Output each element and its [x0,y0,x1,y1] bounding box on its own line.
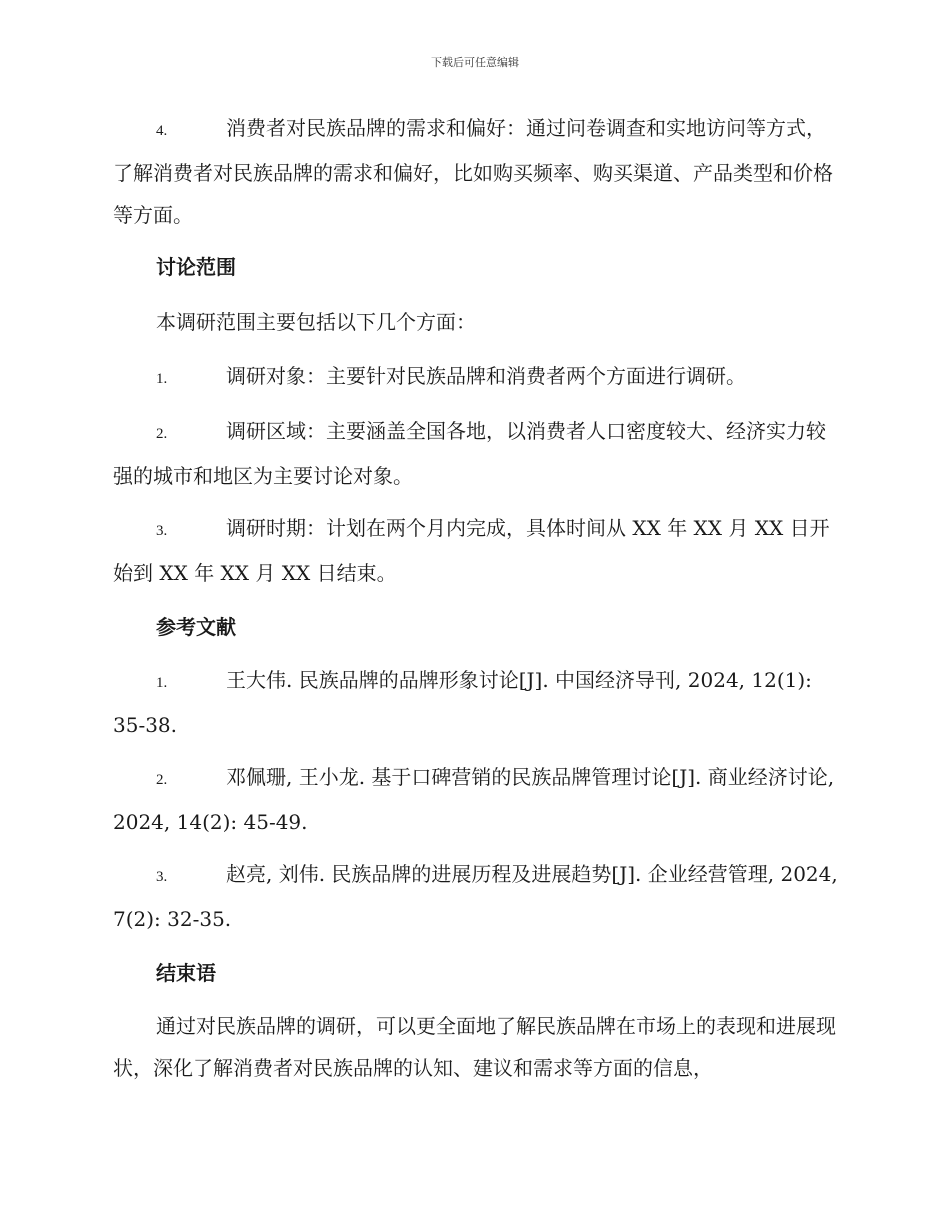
page-header: 下载后可任意编辑 [431,56,519,69]
paragraph-text: 消费者对民族品牌的需求和偏好：通过问卷调查和实地访问等方式，了解消费者对民族品牌的需求和偏好，比如购买频率、购买渠道、产品类型和价格等方面。 [113,116,833,227]
reference-text: 邓佩珊, 王小龙. 基于口碑营销的民族品牌管理讨论[J]. 商业经济讨论, 2024, 14(2): 45-49. [113,765,835,834]
list-number: 3. [156,869,168,885]
list-item [113,410,838,497]
reference-item [113,756,838,843]
list-number: 1. [156,371,168,387]
list-item [113,355,838,400]
section-heading-conclusion: 结束语 [156,961,216,985]
list-item-text: 调研时期：计划在两个月内完成，具体时间从 XX 年 XX 月 XX 日开始到 XX 年 XX 月 XX 日结束。 [113,516,830,585]
list-item-text: 调研区域：主要涵盖全国各地，以消费者人口密度较大、经济实力较强的城市和地区为主要讨论对象。 [113,419,826,488]
list-number: 4. [156,123,168,139]
list-number: 2. [156,772,168,788]
reference-text: 赵亮, 刘伟. 民族品牌的进展历程及进展趋势[J]. 企业经营管理, 2024, 7(2): 32-35. [113,862,838,931]
list-number: 2. [156,426,168,442]
reference-text: 王大伟. 民族品牌的品牌形象讨论[J]. 中国经济导刊, 2024, 12(1): 35-38. [113,668,812,737]
reference-item [113,853,838,940]
scope-intro: 本调研范围主要包括以下几个方面： [156,310,476,334]
section-heading-scope: 讨论范围 [156,255,236,279]
list-item [113,507,838,594]
reference-item [113,659,838,746]
conclusion-paragraph: 通过对民族品牌的调研，可以更全面地了解民族品牌在市场上的表现和进展现状，深化了解消费者对民族品牌的认知、建议和需求等方面的信息， [113,1014,836,1080]
consumer-paragraph [113,107,838,236]
list-number: 3. [156,523,168,539]
list-item-text: 调研对象：主要针对民族品牌和消费者两个方面进行调研。 [226,364,746,388]
list-number: 1. [156,675,168,691]
section-heading-references: 参考文献 [156,615,236,639]
